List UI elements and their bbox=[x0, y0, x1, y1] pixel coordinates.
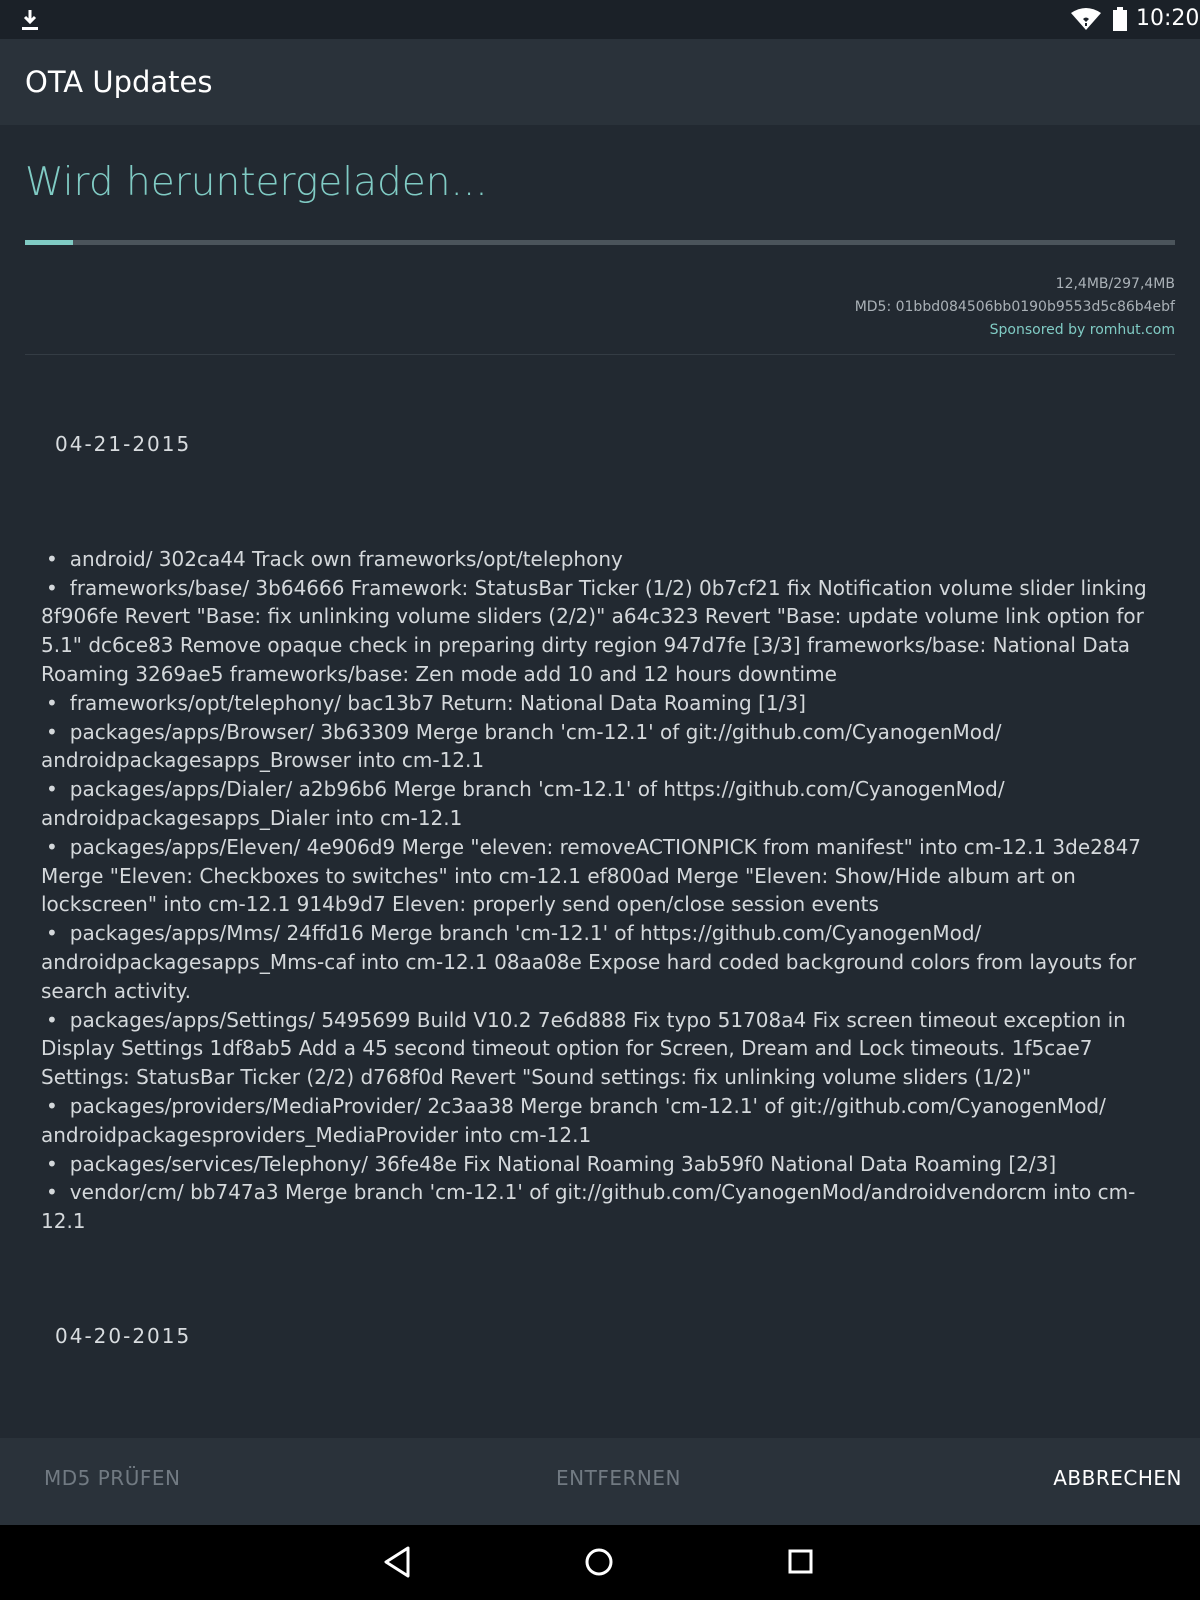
download-progress-bar bbox=[25, 240, 1175, 245]
changelog-entry: • frameworks/base/ 3b64666 Framework: StatusBar Ticker (1/2) 0b7cf21 fix Notification volume slider linking 8f906fe Revert "Base: fix unlinking volume sliders (2/2)" a64c323 Revert "Base: update volume link option for 5.1" dc6ce83 Remove opaque check in preparing dirty region 947d7fe [3/3] frameworks/base: National Data Roaming 3269ae5 frameworks/base: Zen mode add 10 and 12 hours downtime bbox=[41, 575, 1147, 686]
changelog-entry: • packages/apps/Dialer/ a2b96b6 Merge branch 'cm-12.1' of https://github.com/CyanogenMod/ androidpackagesapps_Dialer into cm-12.1 bbox=[41, 777, 1005, 830]
divider bbox=[25, 354, 1175, 355]
navigation-bar bbox=[0, 1525, 1200, 1600]
home-icon[interactable] bbox=[583, 1545, 615, 1583]
content-scroll-area[interactable] bbox=[0, 125, 1200, 1438]
changelog bbox=[41, 430, 1171, 1351]
changelog-date: 04-21-2015 bbox=[55, 432, 192, 456]
wifi-icon bbox=[1070, 7, 1102, 35]
changelog-entry: • frameworks/opt/telephony/ bac13b7 Return: National Data Roaming [1/3] bbox=[46, 690, 806, 715]
app-title: OTA Updates bbox=[25, 65, 213, 99]
app-bar bbox=[0, 39, 1200, 125]
remove-button[interactable]: ENTFERNEN bbox=[556, 1466, 681, 1490]
status-clock: 10:20 bbox=[1136, 6, 1200, 31]
md5-hash: MD5: 01bbd084506bb0190b9553d5c86b4ebf bbox=[854, 299, 1175, 315]
changelog-entry: • packages/apps/Mms/ 24ffd16 Merge branch 'cm-12.1' of https://github.com/CyanogenMod/ androidpackagesapps_Mms-caf into cm-12.1 08aa08e Expose hard coded background colors from layouts for search activity. bbox=[41, 921, 1137, 1003]
status-bar bbox=[0, 0, 1200, 39]
changelog-entry: • android/ 302ca44 Track own frameworks/opt/telephony bbox=[46, 546, 623, 571]
recent-apps-icon[interactable] bbox=[785, 1545, 817, 1583]
bottom-action-bar bbox=[0, 1438, 1200, 1525]
changelog-entry: • packages/services/Telephony/ 36fe48e Fix National Roaming 3ab59f0 National Data Roaming [2/3] bbox=[46, 1151, 1057, 1176]
changelog-entry: • packages/apps/Browser/ 3b63309 Merge branch 'cm-12.1' of git://github.com/CyanogenMod/ androidpackagesapps_Browser into cm-12.1 bbox=[41, 719, 1002, 773]
back-icon[interactable] bbox=[382, 1545, 414, 1583]
download-meta bbox=[855, 273, 1175, 342]
changelog-entry: • vendor/cm/ bb747a3 Merge branch 'cm-12.1' of git://github.com/CyanogenMod/androidvendorcm into cm-12.1 bbox=[41, 1180, 1136, 1234]
md5-check-button[interactable]: MD5 PRÜFEN bbox=[44, 1466, 181, 1490]
changelog-entry: • packages/providers/MediaProvider/ 2c3aa38 Merge branch 'cm-12.1' of git://github.com/CyanogenMod/ androidpackagesproviders_MediaProvider into cm-12.1 bbox=[41, 1093, 1106, 1147]
download-progress-fill bbox=[25, 240, 73, 245]
changelog-entry: • packages/apps/Settings/ 5495699 Build V10.2 7e6d888 Fix typo 51708a4 Fix screen timeout exception in Display Settings 1df8ab5 Add a 45 second timeout option for Screen, Dream and Lock timeouts. 1f5cae7 Settings: StatusBar Ticker (2/2) d768f0d Revert "Sound settings: fix unlinking volume sliders (1/2)" bbox=[41, 1007, 1126, 1090]
battery-icon bbox=[1112, 7, 1128, 35]
cancel-button[interactable]: ABBRECHEN bbox=[1053, 1466, 1182, 1490]
changelog-entry: • packages/apps/Eleven/ 4e906d9 Merge "eleven: removeACTIONPICK from manifest" into cm-12.1 3de2847 Merge "Eleven: Checkboxes to switches" into cm-12.1 ef800ad Merge "Eleven: Show/Hide album art on lockscreen" into cm-12.1 914b9d7 Eleven: properly send open/close session events bbox=[41, 834, 1142, 917]
sponsor-link[interactable]: Sponsored by romhut.com bbox=[989, 322, 1175, 338]
changelog-date: 04-20-2015 bbox=[55, 1323, 192, 1348]
download-icon bbox=[20, 8, 40, 36]
download-size: 12,4MB/297,4MB bbox=[1055, 276, 1175, 292]
download-status: Wird heruntergeladen... bbox=[25, 160, 488, 205]
